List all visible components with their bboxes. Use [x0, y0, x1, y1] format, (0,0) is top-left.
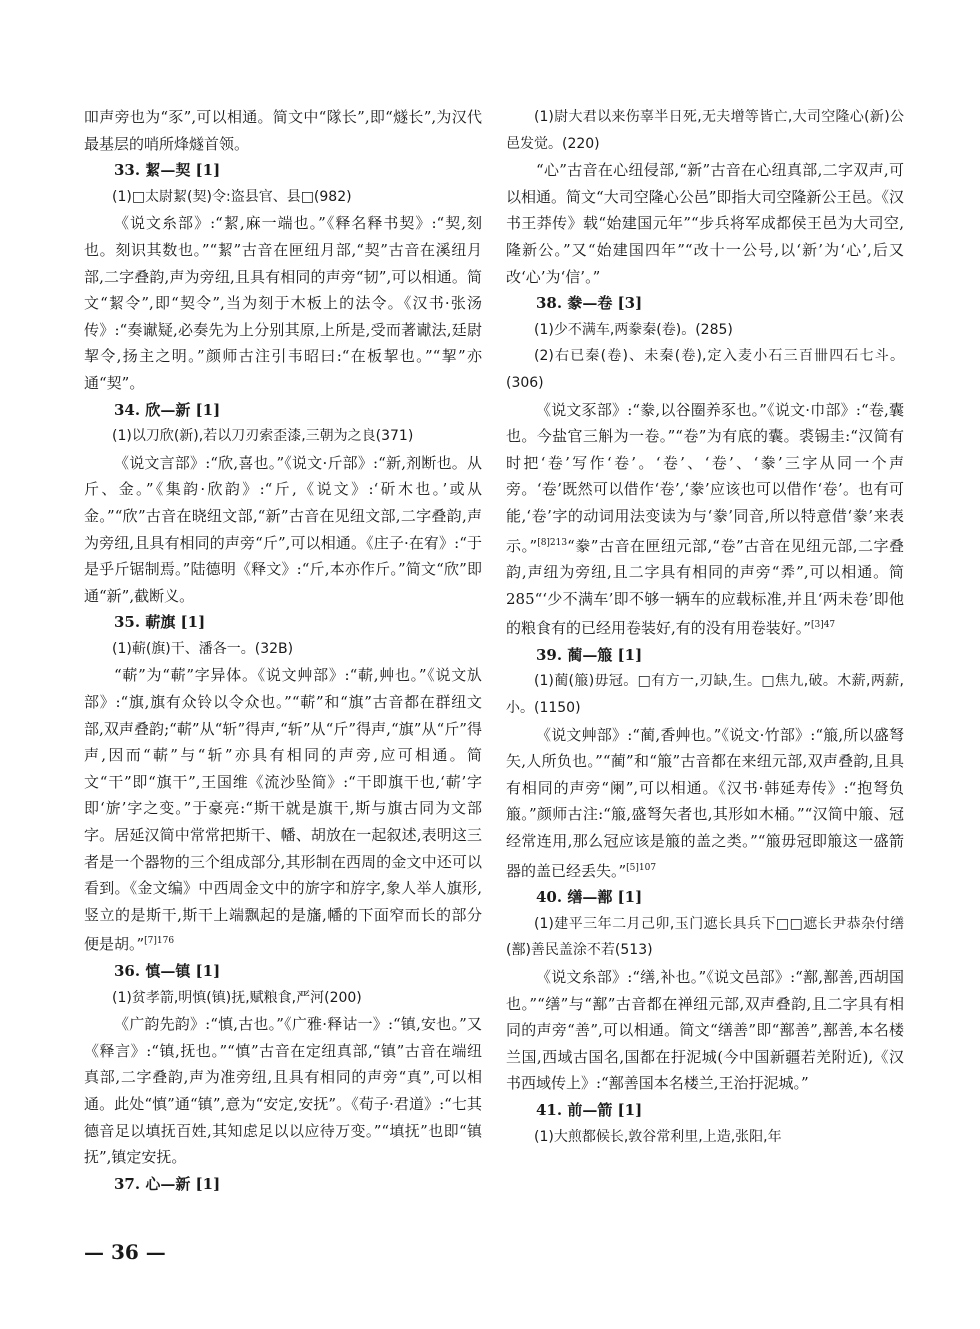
entry-heading: 36. 慎—镇 [1] — [114, 962, 221, 980]
entry-heading: 40. 缮—鄯 [1] — [536, 888, 643, 907]
example-quote: (1)少不满车,两豢秦(卷)。(285) — [534, 321, 733, 338]
body-paragraph: 《说文豕部》:“豢,以谷圈养豕也。”《说文·巾部》:“卷,囊也。今盐官三斛为一卷。”“卷”为有底的囊。裘锡圭:“汉简有时把‘卷’写作‘卷’。‘卷’、‘卷’、‘豢’三字从同一个声旁。‘卷’既然可以借作‘卷’,‘豢’应该也可以借作‘卷’。也有可能,‘卷’字的动词用法变读为与‘豢’同音,所以特意借‘豢’来表示。”$^{[8]213}$“豢”古音在匣纽元部,“卷”古音在见纽元部,二字叠韵,声纽为旁纽,且二字具有相同的声旁“𢍏”,可以相通。简285“‘少不满车’即不够一辆车的应载标准,并且‘两未卷’即他的粮食有的已经用卷装好,有的没有用卷装好。”$^{[3]47}$ — [506, 400, 904, 638]
left-column — [84, 104, 482, 1197]
body-paragraph: 《说文艸部》:“蔺,香艸也。”《说文·竹部》:“箙,所以盛弩矢,人所负也。”“蔺”和“箙”古音都在来纽元部,双声叠韵,且具有相同的声旁“阑”,可以相通。《汉书·韩延寿传》:“抱弩负箙。”颜师古注:“箙,盛弩矢者也,其形如木桶。”“汉简中箙、冠经常连用,那么冠应该是箙的盖之类。”“箙毋冠即箙这一盛箭器的盖已经丢失。”$^{[5]107}$ — [506, 725, 904, 880]
example-quote: (1)建平三年二月己卯,玉门遮长具兵下□□遮长尹恭杂付缮(鄯)善民盖涂不若(513) — [506, 915, 904, 959]
citation-ref: [5]107 — [626, 862, 657, 873]
example-quote: (1)□太尉絜(契)令:盗县官、县□(982) — [112, 188, 352, 205]
body-paragraph: “心”古音在心纽侵部,“新”古音在心纽真部,二字双声,可以相通。简文“大司空隆心公邑”即指大司空隆新公王邑。《汉书王莽传》载“始建国元年”“步兵将军成都侯王邑为大司空,隆新公。”又“始建国四年”“改十一公号,以‘新’为‘心’,后又改‘心’为‘信’。” — [506, 161, 904, 286]
entry-heading: 35. 蔪旗 [1] — [114, 613, 206, 632]
example-quote: (2)右已秦(卷)、未秦(卷),定入麦小石三百卌四石七斗。(306) — [506, 348, 904, 391]
entry-heading: 34. 欣—新 [1] — [114, 400, 221, 419]
entry-heading: 39. 蔺—箙 [1] — [536, 645, 643, 664]
example-quote: (1)以刀欣(新),若以刀刃索歪漆,三朝为之良(371) — [112, 428, 414, 445]
body-paragraph: 《说文糸部》:“絜,麻一端也。”《释名释书契》:“契,刻也。刻识其数也。”“絜”古音在匣纽月部,“契”古音在溪纽月部,二字叠韵,声为旁纽,且具有相同的声旁“韧”,可以相通。简文“絜令”,即“契令”,当为刻于木板上的法令。《汉书·张汤传》:“奏谳疑,必奏先为上分别其原,上所是,受而著谳法,廷尉挈令,扬主之明。”颜师古注引韦昭曰:“在板挈也。”“挈”亦通“契”。 — [84, 214, 482, 392]
citation-ref: [7]176 — [144, 936, 175, 947]
page-number: — 36 — — [84, 1240, 166, 1264]
entry-heading: 38. 豢—卷 [3] — [536, 294, 643, 313]
example-quote: (1)贫孝箭,明慎(镇)抚,赋粮食,严河(200) — [112, 989, 362, 1006]
body-paragraph: 《广韵先韵》:“慎,古也。”《广雅·释诂一》:“镇,安也。”又《释言》:“镇,抚也。”“慎”古音在定纽真部,“镇”古音在端纽真部,二字叠韵,声为准旁纽,且具有相同的声旁“真”,可以相通。此处“慎”通“镇”,意为“安定,安抚”。《荀子·君道》:“七其德音足以填抚百姓,其知虑足以以应待万变。”“填抚”也即“镇抚”,镇定安抚。 — [84, 1015, 482, 1167]
body-paragraph: 《说文言部》:“欣,喜也。”《说文·斤部》:“新,剂断也。从斤、金。”《集韵·欣韵》:“斤,《说文》:‘斫木也。’或从金。”“欣”古音在晓纽文部,“新”古音在见纽文部,二字叠韵,声为旁纽,且具有相同的声旁“斤”,可以相通。《庄子·在宥》:“于是乎斤锯制焉。”陆德明《释文》:“斤,本亦作斤。”简文“欣”即通“新”,截断义。 — [84, 453, 482, 605]
example-quote: (1)蔺(箙)毋冠。□有方一,刃缺,生。□焦九,破。木薪,两薪,小。(1150) — [506, 673, 904, 717]
citation-ref: [8]213 — [537, 537, 568, 548]
citation-ref: [3]47 — [810, 620, 836, 631]
entry-heading: 33. 絜—契 [1] — [114, 161, 221, 180]
entry-heading: 37. 心—新 [1] — [114, 1174, 221, 1193]
body-paragraph: 吅声旁也为“豕”,可以相通。简文中“隊长”,即“燧长”,为汉代最基层的哨所烽燧首领。 — [84, 108, 482, 153]
entry-heading: 41. 前—箭 [1] — [536, 1100, 643, 1119]
body-paragraph: 《说文糸部》:“缮,补也。”《说文邑部》:“鄯,鄯善,西胡国也。”“缮”与“鄯”古音都在禅纽元部,双声叠韵,且二字具有相同的声旁“善”,可以相通。简文“缮善”即“鄯善”,鄯善,本名楼兰国,西域古国名,国都在扜泥城(今中国新疆若羌附近),《汉书西域传上》:“鄯善国本名楼兰,王治扜泥城。” — [506, 968, 904, 1093]
example-quote: (1)尉大君以来伤辜半日死,无夫增等皆亡,大司空隆心(新)公邑发觉。(220) — [506, 109, 904, 152]
right-column — [506, 104, 904, 1150]
example-quote: (1)大煎都候长,敦谷常利里,上造,张阳,年 — [534, 1128, 782, 1145]
body-paragraph: “蔪”为“蔪”字异体。《说文艸部》:“蔪,艸也。”《说文㫃部》:“旗,旗有众铃以令众也。”“蔪”和“旗”古音都在群纽文部,双声叠韵;“蔪”从“斩”得声,“斩”从“斤”得声,“旗”从“斤”得声,因而“蔪”与“斩”亦具有相同的声旁,应可相通。简文“干”即“旗干”,王国维《流沙坠简》:“干即旗干也,‘蔪’字即‘旂’字之变。”于豪亮:“斯干就是旗干,斯与旗古同为文部字。居延汉简中常常把斯干、幡、胡放在一起叙述,表明这三者是一个器物的三个组成部分,其形制在西周的金文中还可以看到。《金文编》中西周金文中的旂字和斿字,象人举人旗形,竖立的是斯干,斯干上端飘起的是旛,幡的下面窄而长的部分便是胡。”$^{[7]176}$ — [84, 666, 482, 954]
example-quote: (1)蔪(旗)干、潘各一。(32B) — [112, 640, 294, 657]
